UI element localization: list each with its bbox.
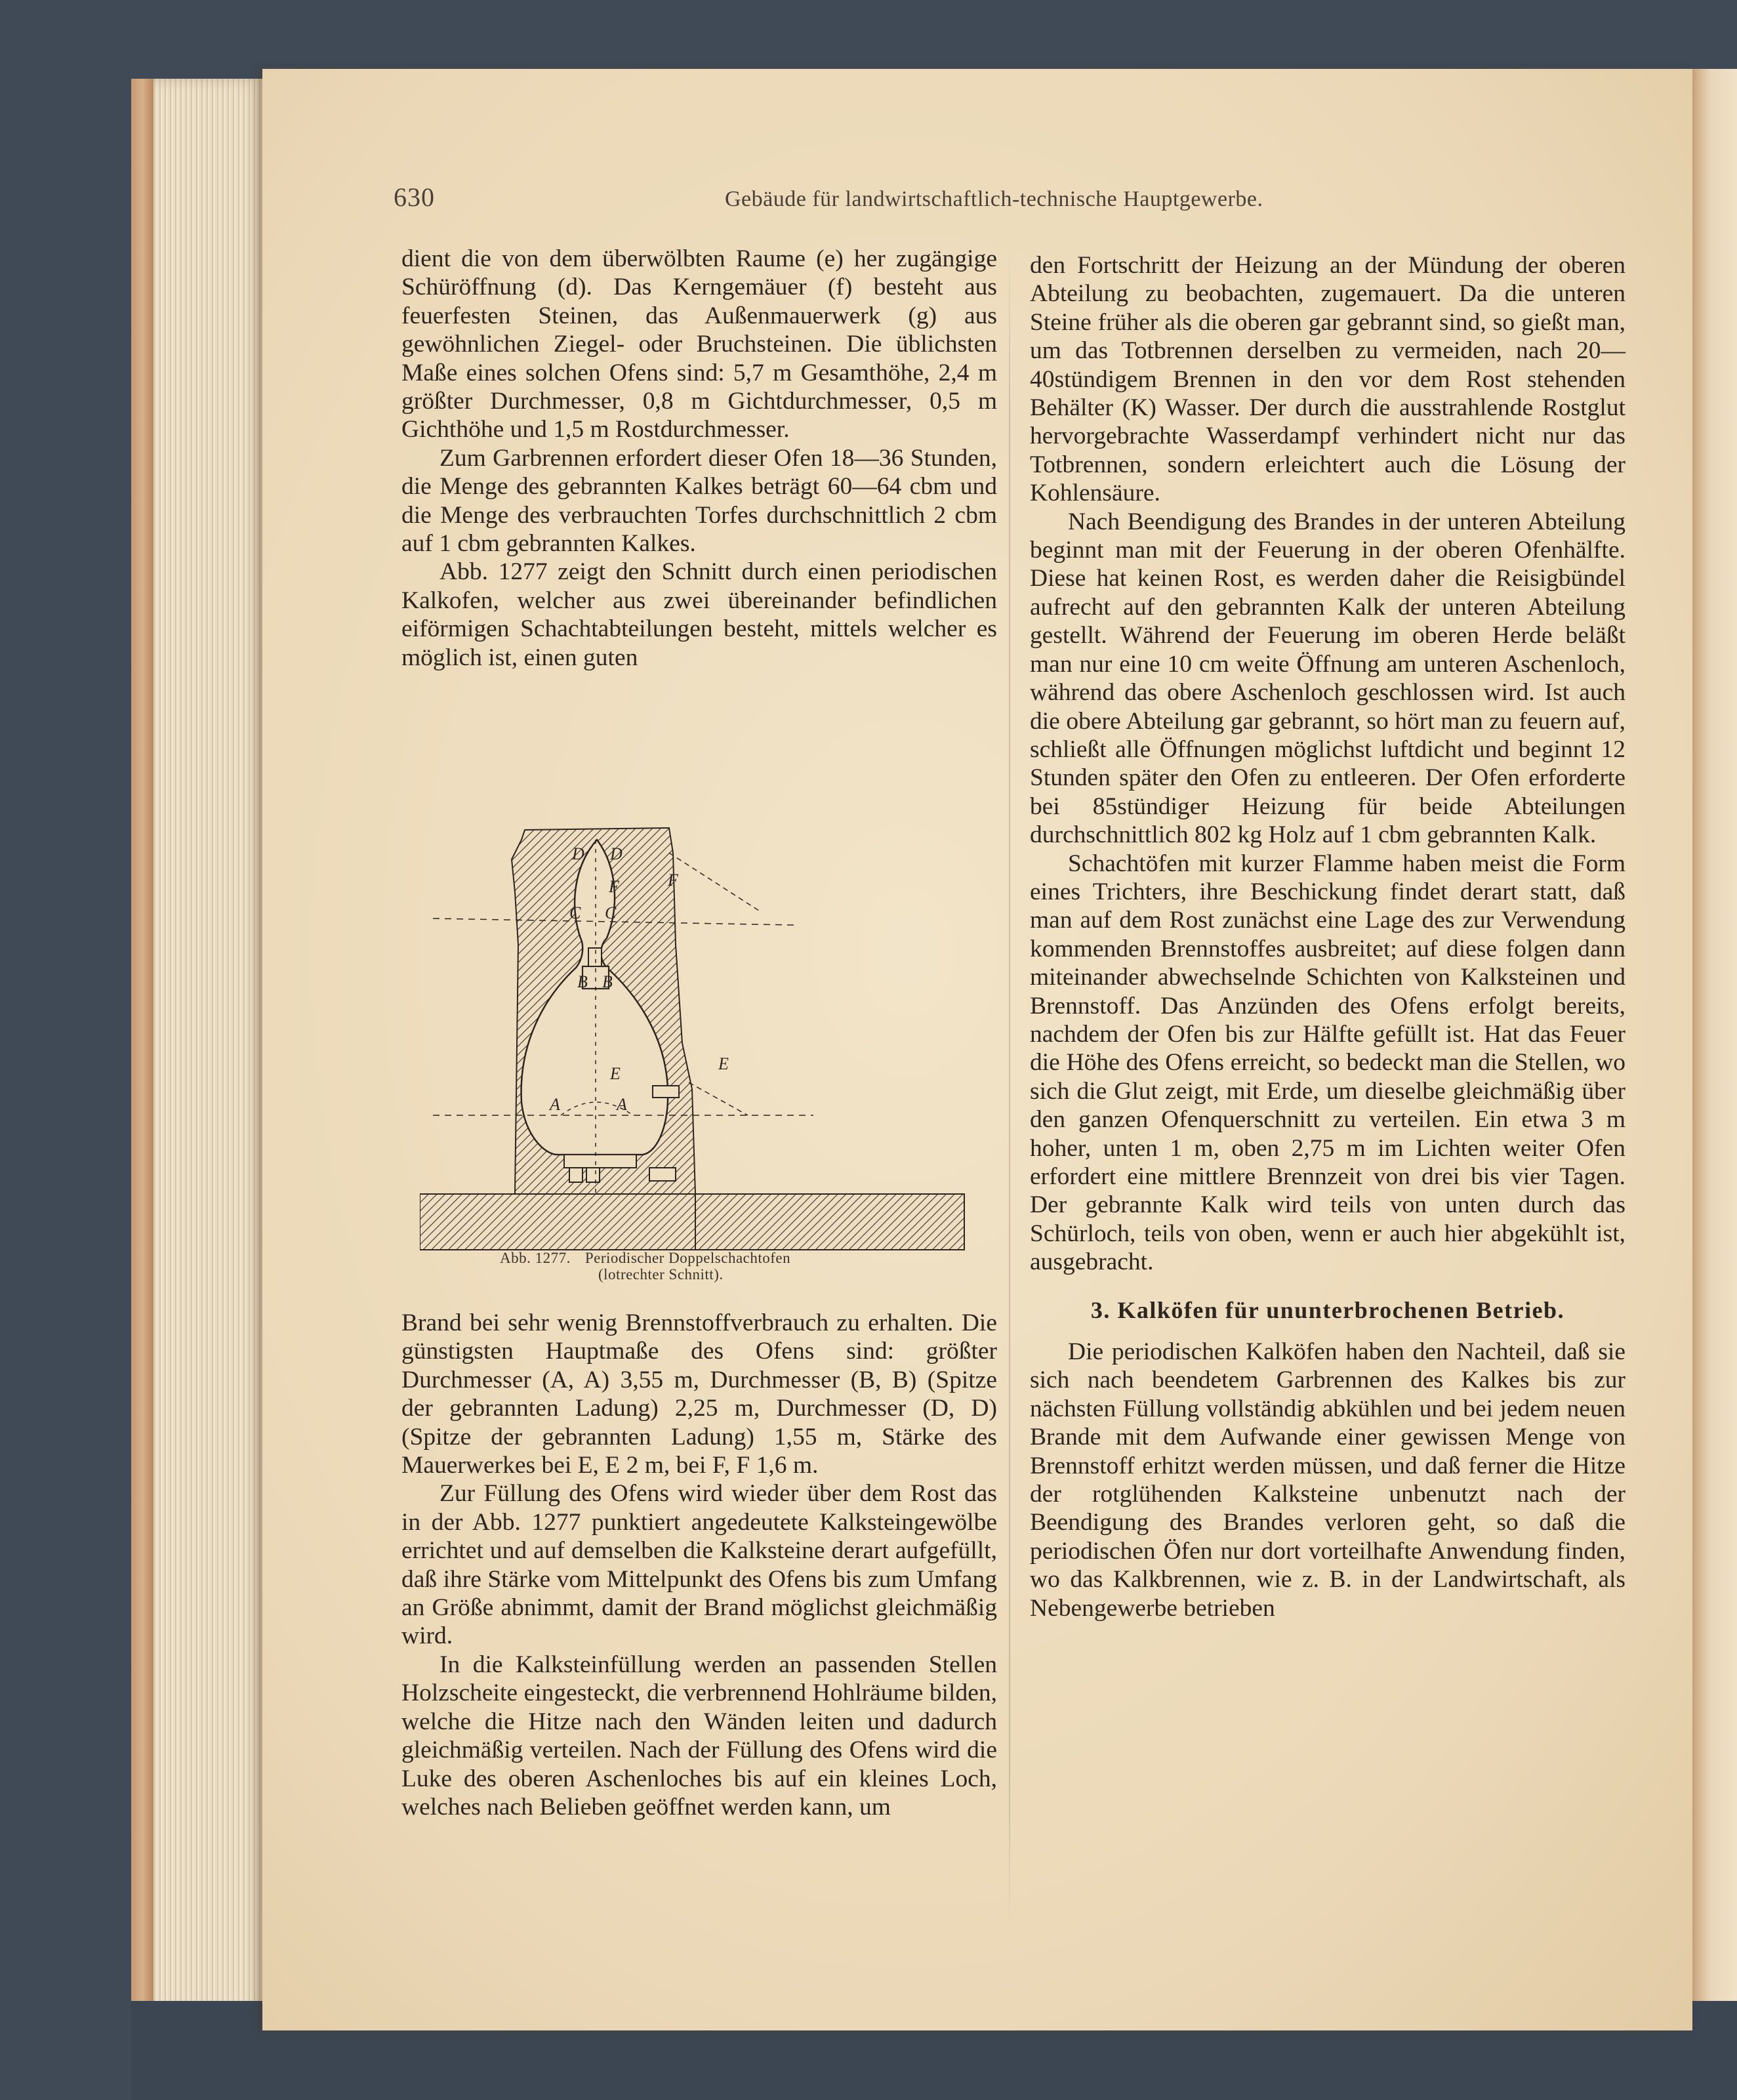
paragraph: Die periodischen Kalköfen haben den Nachteil, daß sie sich nach beendetem Garbrennen des Kalkes bis zur nächsten Füllung vollständig abkühlen und bei jedem neuen Brande mit dem Aufwande einer gewissen Menge von Brennstoff erhitzt werden müssen, und daß ferner die Hitze der rotglühenden Kalksteine unbenutzt nach der Beendigung des Brandes verloren geht, so daß die periodischen Öfen nur dort vorteilhafte Anwendung finden, wo das Kalkbrennen, wie z. B. in der Landwirtschaft, als Nebengewerbe betrieben (1030, 1338, 1625, 1622)
caption-subtitle: (lotrechter Schnitt). (598, 1266, 724, 1283)
label-E: E (610, 1064, 621, 1083)
section-heading: 3. Kalköfen für ununterbrochenen Betrieb. (1090, 1296, 1565, 1323)
label-D: D (610, 844, 623, 863)
page-number: 630 (394, 182, 435, 212)
running-head (394, 182, 1574, 221)
paragraph: dient die von dem überwölbten Raume (e) her zugängige Schüröffnung (d). Das Kerngemäuer (f) besteht aus feuerfesten Steinen, das Außenmauerwerk (g) aus gewöhnlichen Ziegel- oder Bruchsteinen. Die üblichsten Maße eines solchen Ofens sind: 5,7 m Gesamthöhe, 2,4 m größter Durchmesser, 0,8 m Gichtdurchmesser, 0,5 m Gichthöhe und 1,5 m Rostdurchmesser. (401, 245, 997, 443)
figure-caption (500, 1250, 893, 1283)
label-B: B (577, 972, 588, 991)
left-column-top (401, 245, 997, 672)
caption-figure-ref: Abb. 1277. (500, 1250, 571, 1266)
right-column (1030, 251, 1625, 1622)
paragraph: Abb. 1277 zeigt den Schnitt durch einen periodischen Kalkofen, welcher aus zwei übereinander befindlichen eiförmigen Schachtabteilungen besteht, mittels welcher es möglich ist, einen guten (401, 558, 997, 671)
label-B: B (602, 972, 613, 991)
kiln-section-drawing (420, 827, 977, 1253)
label-F: F (609, 877, 619, 896)
book-page-edges (131, 79, 262, 2021)
column-divider (1009, 246, 1010, 1932)
label-C: C (569, 903, 581, 922)
label-D: D (572, 844, 584, 863)
book-page (262, 69, 1692, 2030)
label-F: F (668, 871, 678, 890)
left-column-bottom (401, 1309, 997, 1821)
paragraph: Zum Garbrennen erfordert dieser Ofen 18—36 Stunden, die Menge des gebrannten Kalkes beträgt 60—64 cbm und die Menge des verbrauchten Torfes durchschnittlich 2 cbm auf 1 cbm gebrannten Kalkes. (401, 444, 997, 558)
label-A: A (617, 1095, 627, 1114)
facing-page-edge (1692, 69, 1737, 2030)
kiln-section-figure (420, 827, 977, 1286)
caption-title: Periodischer Doppelschachtofen (584, 1250, 791, 1266)
paragraph: den Fortschritt der Heizung an der Mündung der oberen Abteilung zu beobachten, zugemauert. Da die unteren Steine früher als die oberen gar gebrannt sind, so gießt man, um das Totbrennen derselben zu vermeiden, nach 20—40stündigem Brennen in den vor dem Rost stehenden Behälter (K) Wasser. Der durch die ausstrahlende Rostglut hervorgebrachte Wasserdampf verhindert nicht nur das Totbrennen, sondern erleichtert auch die Lösung der Kohlensäure. (1030, 252, 1625, 507)
label-A: A (550, 1095, 560, 1114)
running-head-title: Gebäude für landwirtschaftlich-technische Hauptgewerbe. (725, 187, 1263, 211)
label-C: C (605, 903, 617, 922)
paragraph: Nach Beendigung des Brandes in der unteren Abteilung beginnt man mit der Feuerung in der oberen Ofenhälfte. Diese hat keinen Rost, es werden daher die Reisigbündel aufrecht auf den gebrannten Kalk der unteren Abteilung gestellt. Während der Feuerung im oberen Herde beläßt man nur eine 10 cm weite Öffnung am unteren Aschenloch, während das obere Aschenloch geschlossen wird. Ist auch die obere Abteilung gar gebrannt, so hört man zu feuern auf, schließt alle Öffnungen möglichst luftdicht und beginnt 12 Stunden später den Ofen zu entleeren. Der Ofen erforderte bei 85stündiger Heizung für beide Abteilungen durchschnittlich 802 kg Holz auf 1 cbm gebrannten Kalk. (1030, 508, 1625, 849)
paragraph: Zur Füllung des Ofens wird wieder über dem Rost das in der Abb. 1277 punktiert angedeutete Kalksteingewölbe errichtet und auf demselben die Kalksteine derart aufgefüllt, daß ihre Stärke vom Mittelpunkt des Ofens bis zum Umfang an Größe abnimmt, damit der Brand möglichst gleichmäßig wird. (401, 1480, 997, 1650)
label-E: E (718, 1054, 729, 1073)
paragraph: In die Kalksteinfüllung werden an passenden Stellen Holzscheite eingesteckt, die verbrennend Hohlräume bilden, welche die Hitze nach den Wänden leiten und dadurch gleichmäßig verteilen. Nach der Füllung des Ofens wird die Luke des oberen Aschenloches bis auf ein kleines Loch, welches nach Belieben geöffnet werden kann, um (401, 1651, 997, 1821)
paragraph: Brand bei sehr wenig Brennstoffverbrauch zu erhalten. Die günstigsten Hauptmaße des Ofens sind: größter Durchmesser (A, A) 3,55 m, Durchmesser (B, B) (Spitze der gebrannten Ladung) 2,25 m, Durchmesser (D, D) (Spitze der gebrannten Ladung) 1,55 m, Stärke des Mauerwerkes bei E, E 2 m, bei F, F 1,6 m. (401, 1309, 997, 1479)
paragraph: Schachtöfen mit kurzer Flamme haben meist die Form eines Trichters, ihre Beschickung findet derart statt, daß man auf dem Rost zunächst eine Lage des zur Verwendung kommenden Brennstoffes ausbreitet; auf diese folgen dann miteinander abwechselnde Schichten von Kalksteinen und Brennstoff. Das Anzünden des Ofens erfolgt bereits, nachdem der Ofen bis zur Hälfte gefüllt ist. Hat das Feuer die Höhe des Ofens erreicht, so bedeckt man die Stellen, wo sich die Glut zeigt, mit Erde, um dieselbe gleichmäßig über den ganzen Ofenquerschnitt zu verteilen. Ein etwa 3 m hoher, unten 1 m, oben 2,75 m im Lichten weiter Ofen erfordert eine mittlere Brennzeit von drei bis vier Tagen. Der gebrannte Kalk wird teils von unten durch das Schürloch, teils von oben, wenn er auch hier abgekühlt ist, ausgebracht. (1030, 850, 1625, 1276)
